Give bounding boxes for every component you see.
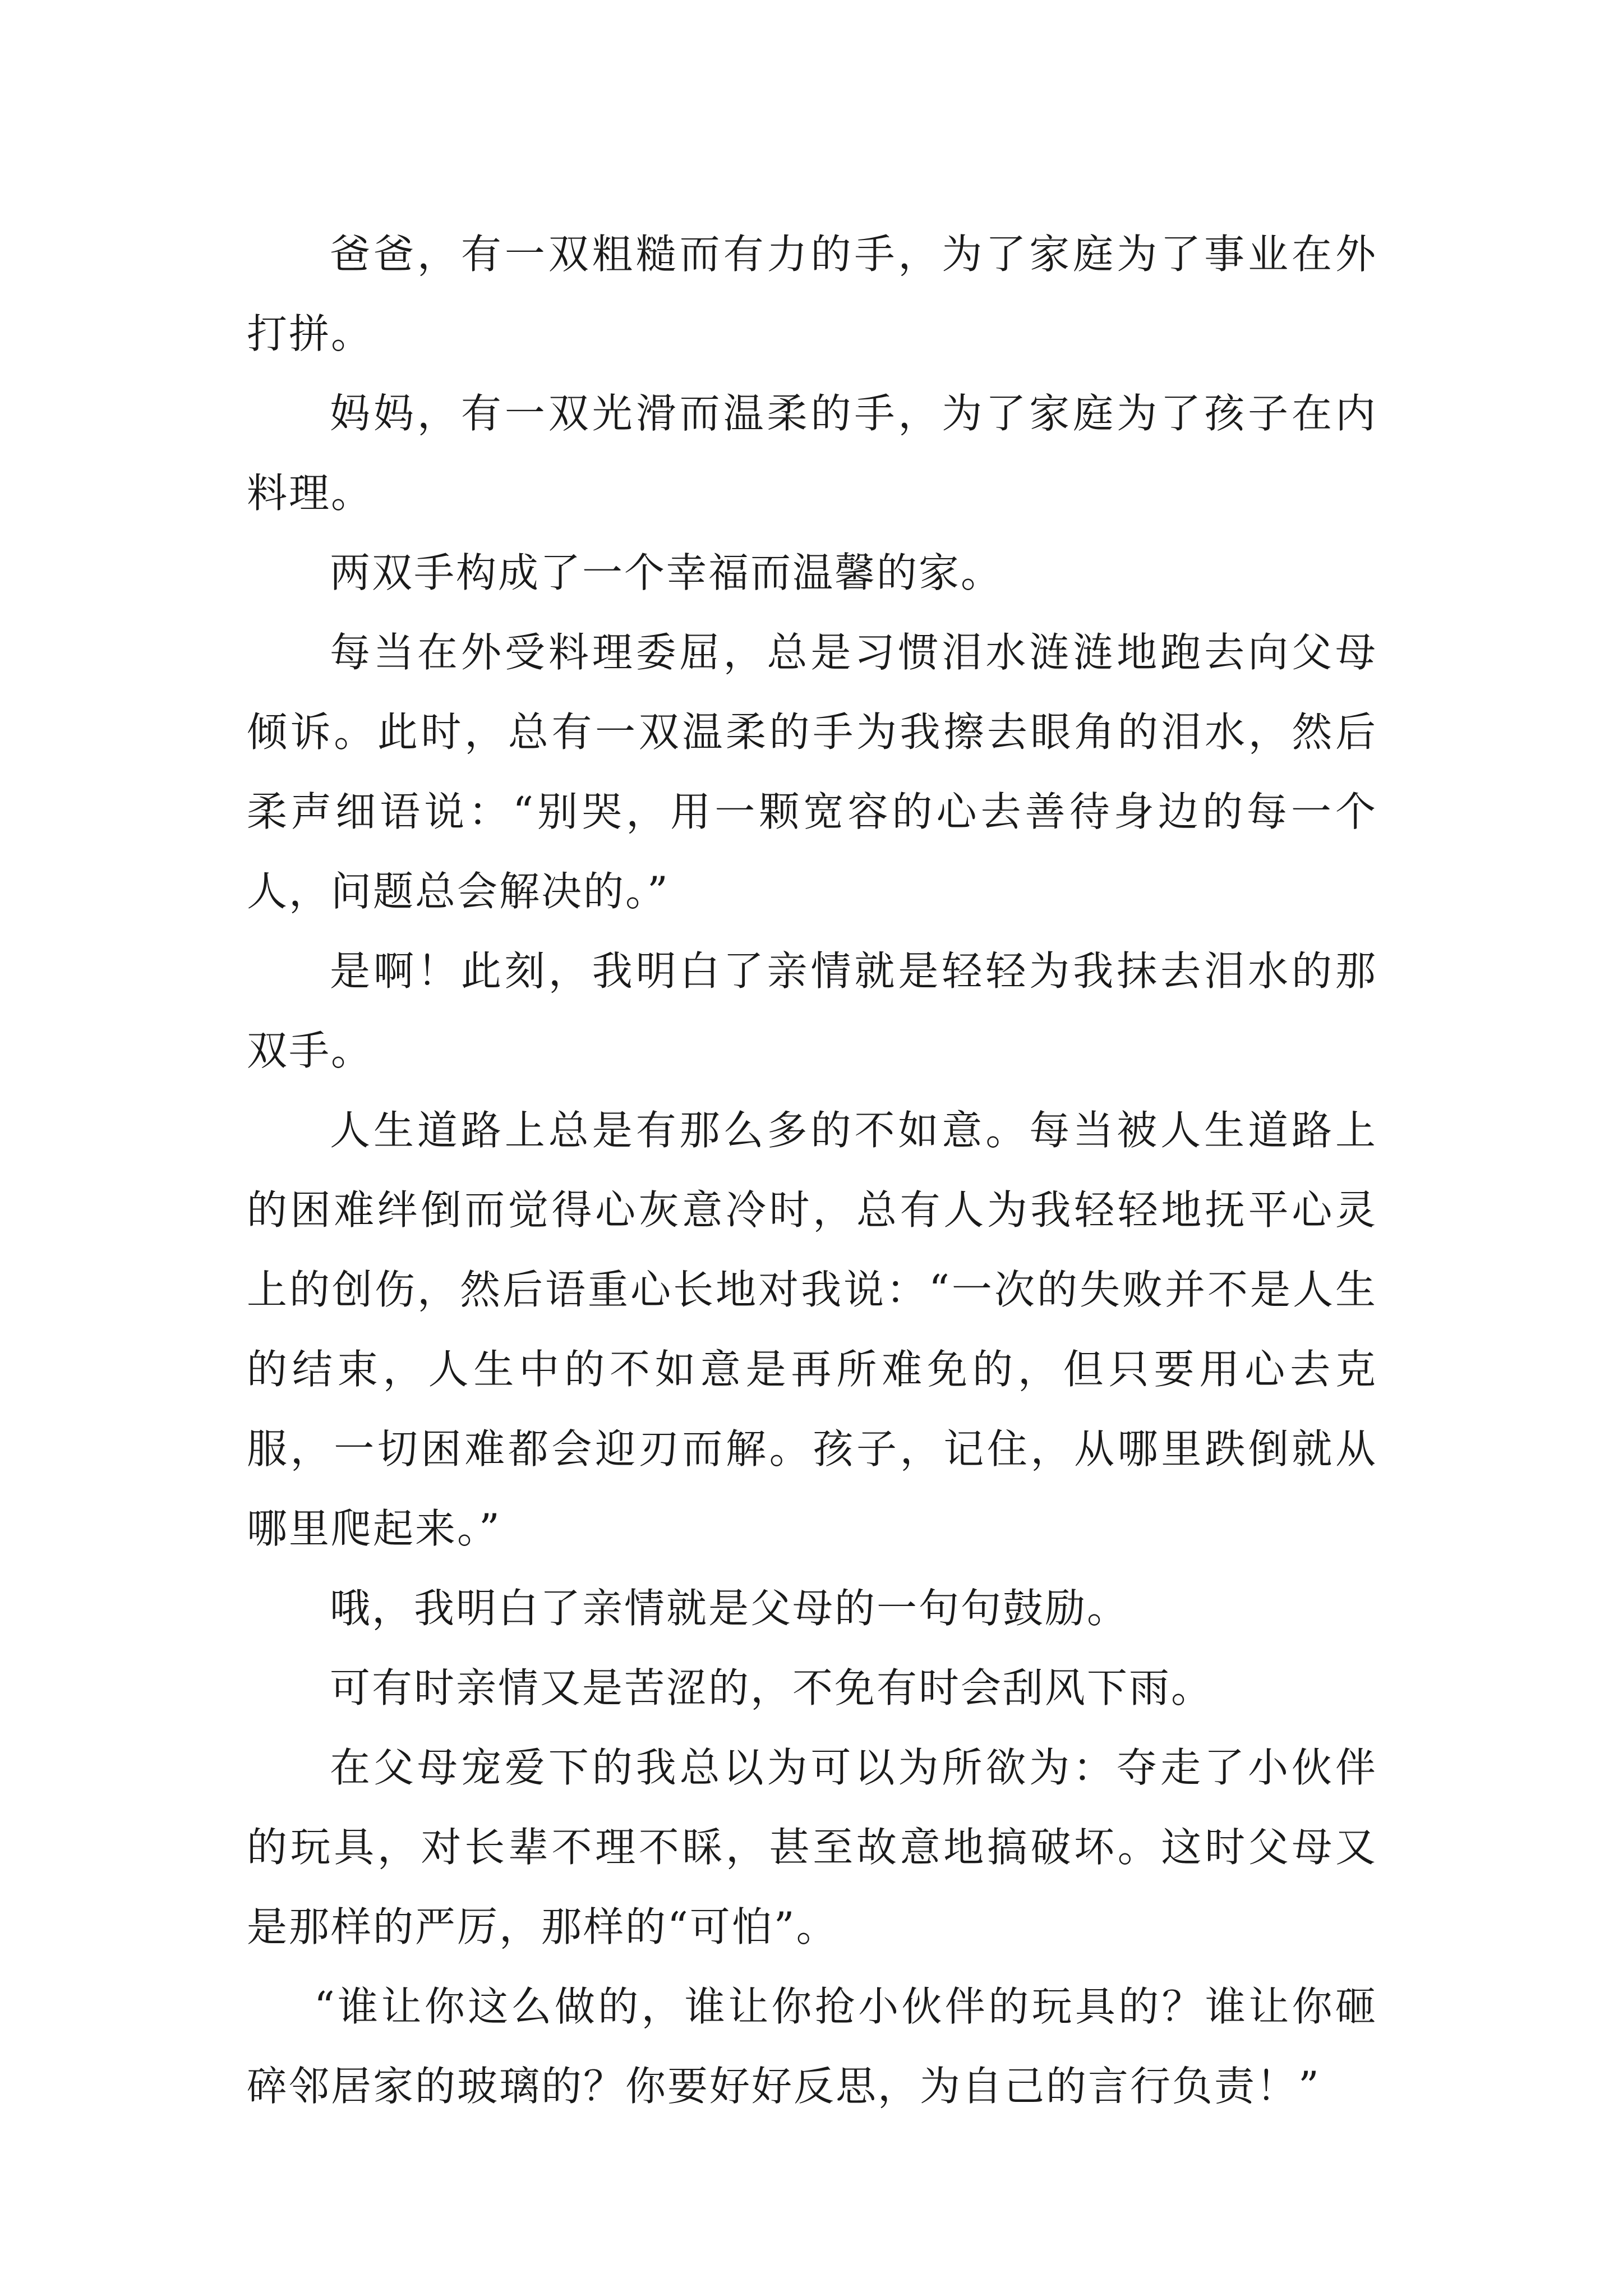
paragraph-4: 每当在外受料理委屈，总是习惯泪水涟涟地跑去向父母倾诉。此时，总有一双温柔的手为我擦去眼角的泪水，然后柔声细语说：“别哭，用一颗宽容的心去善待身边的每一个人，问题总会解决的。” (247, 629, 1377, 915)
paragraph-5: 是啊！此刻，我明白了亲情就是轻轻为我抹去泪水的那双手。 (247, 947, 1377, 1074)
paragraph-1: 爸爸，有一双粗糙而有力的手，为了家庭为了事业在外打拼。 (247, 231, 1377, 357)
paragraph-3: 两双手构成了一个幸福而温馨的家。 (330, 549, 1003, 596)
body-text (247, 214, 1377, 2126)
paragraph-9: 在父母宠爱下的我总以为可以为所欲为：夺走了小伙伴的玩具，对长辈不理不睬，甚至故意地搞破坏。这时父母又是那样的严厉，那样的“可怕”。 (247, 1744, 1377, 1950)
paragraph-2: 妈妈，有一双光滑而温柔的手，为了家庭为了孩子在内料理。 (247, 390, 1377, 517)
paragraph-7: 哦，我明白了亲情就是父母的一句句鼓励。 (330, 1585, 1129, 1632)
paragraph-10: “谁让你这么做的，谁让你抢小伙伴的玩具的？谁让你砸碎邻居家的玻璃的？你要好好反思，为自己的言行负责！” (247, 1983, 1377, 2110)
paragraph-6: 人生道路上总是有那么多的不如意。每当被人生道路上的困难绊倒而觉得心灰意冷时，总有人为我轻轻地抚平心灵上的创伤，然后语重心长地对我说：“一次的失败并不是人生的结束，人生中的不如意是再所难免的，但只要用心去克服，一切困难都会迎刃而解。孩子，记住，从哪里跌倒就从哪里爬起来。” (247, 1107, 1377, 1552)
paragraph-8: 可有时亲情又是苦涩的，不免有时会刮风下雨。 (330, 1664, 1214, 1711)
